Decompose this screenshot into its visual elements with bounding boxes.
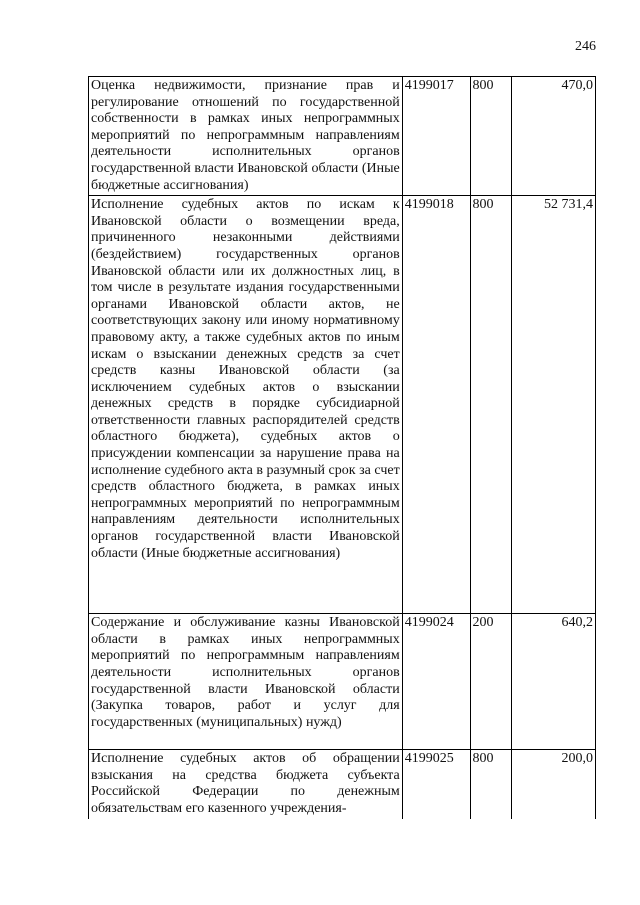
row-amount: 470,0 [511,77,595,196]
row-amount: 52 731,4 [511,196,595,614]
row-expense-type: 800 [470,77,511,196]
table-row [89,196,596,614]
row-target-code: 4199017 [402,77,470,196]
row-amount: 200,0 [511,750,595,820]
row-target-code: 4199024 [402,614,470,750]
table-row [89,614,596,750]
row-expense-type: 800 [470,750,511,820]
row-description: Исполнение судебных актов по искам к Ивановской области о возмещении вреда, причиненного незаконными действиями (бездействием) государственных органов Ивановской области или их должностных лиц, в том числе в результате издания государственными органами Ивановской области актов, не соответствующих закону или иному нормативному правовому акту, а также судебных актов по иным искам о взыскании денежных средств за счет средств казны Ивановской области (за исключением судебных актов о взыскании денежных средств в порядке субсидиарной ответственности главных распорядителей средств областного бюджета), судебных актов о присуждении компенсации за нарушение права на исполнение судебного акта в разумный срок за счет средств областного бюджета, в рамках иных непрограммных мероприятий по непрограммным направлениям деятельности исполнительных органов государственной власти Ивановской области (Иные бюджетные ассигнования) [89,196,403,614]
row-description: Исполнение судебных актов об обращении взыскания на средства бюджета субъекта Российской Федерации по денежным обязательствам его казенного учреждения- [89,750,403,820]
page-number: 246 [575,39,596,54]
row-expense-type: 800 [470,196,511,614]
row-description: Содержание и обслуживание казны Ивановской области в рамках иных непрограммных мероприятий по непрограммным направлениям деятельности исполнительных органов государственной власти Ивановской области (Закупка товаров, работ и услуг для государственных (муниципальных) нужд) [89,614,403,750]
row-target-code: 4199025 [402,750,470,820]
row-description: Оценка недвижимости, признание прав и регулирование отношений по государственной собственности в рамках иных непрограммных мероприятий по непрограммным направлениям деятельности исполнительных органов государственной власти Ивановской области (Иные бюджетные ассигнования) [89,77,403,196]
row-amount: 640,2 [511,614,595,750]
row-expense-type: 200 [470,614,511,750]
table-row [89,750,596,820]
row-target-code: 4199018 [402,196,470,614]
budget-table [88,76,596,819]
table-row [89,77,596,196]
